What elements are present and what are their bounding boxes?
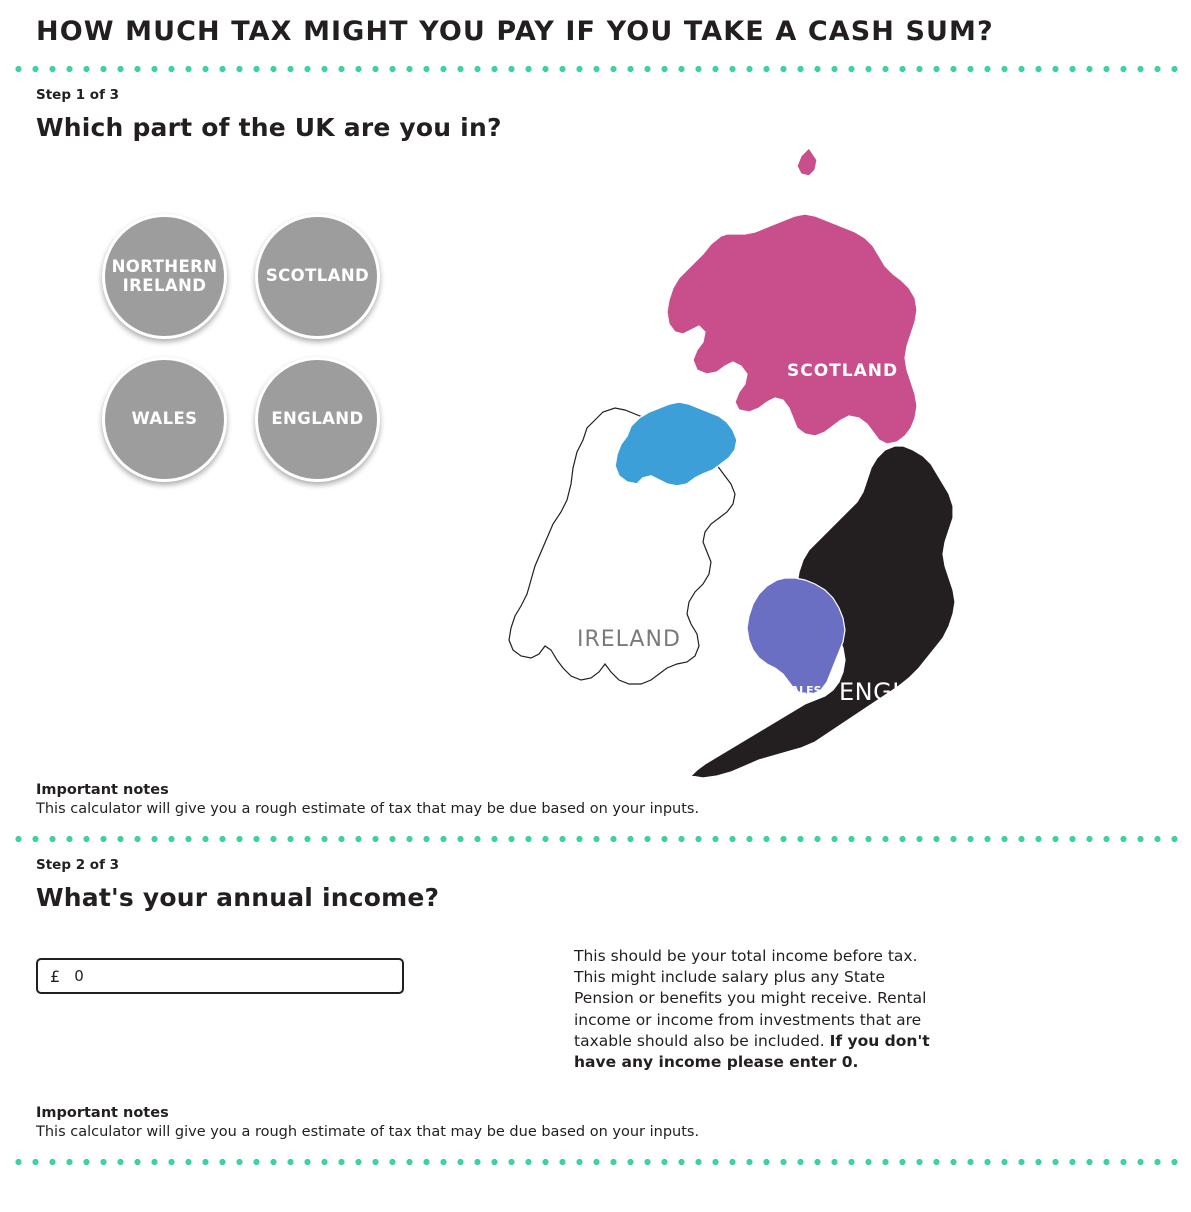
map-label-northern-ireland-line2: IRELAND — [645, 527, 690, 537]
map-label-ireland: IRELAND — [577, 627, 681, 652]
step-1-question: Which part of the UK are you in? — [36, 113, 502, 142]
step-1-notes-text: This calculator will give you a rough estimate of tax that may be due based on your inputs. — [36, 801, 700, 817]
divider-bottom — [10, 1158, 1181, 1166]
step-1-notes — [0, 782, 1191, 817]
region-row-top — [102, 214, 432, 339]
step-2-label: Step 2 of 3 — [36, 857, 120, 873]
annual-income-help-text — [574, 946, 946, 1073]
step-2-section — [0, 843, 1191, 912]
step-2-notes-text: This calculator will give you a rough estimate of tax that may be due based on your inputs. — [36, 1124, 700, 1141]
annual-income-input[interactable] — [72, 966, 390, 986]
map-label-scotland: SCOTLAND — [787, 361, 899, 381]
divider-middle — [10, 835, 1181, 843]
region-row-bottom — [102, 357, 432, 482]
map-label-northern-ireland-line1: NORTHERN — [641, 517, 697, 527]
step-1-notes-title: Important notes — [36, 782, 169, 798]
region-button-northern-ireland[interactable]: NORTHERN IRELAND — [102, 214, 227, 339]
map-region-scotland[interactable] — [667, 148, 917, 444]
map-region-wales[interactable] — [747, 578, 845, 694]
region-button-scotland[interactable]: SCOTLAND — [255, 214, 380, 339]
annual-income-field[interactable] — [36, 958, 404, 994]
income-help-normal: This should be your total income before tax. This might include salary plus any State Pension or benefits you might receive. Rental income or income from investments that are taxable should also be included. — [574, 947, 927, 1050]
step-2-body — [0, 912, 1191, 1073]
currency-symbol: £ — [50, 966, 61, 986]
income-help-bold: If you don't have any income please enter 0. — [574, 1031, 930, 1072]
map-label-england: ENGLAND — [839, 678, 961, 706]
region-selector — [102, 214, 432, 500]
step-2-notes-title: Important notes — [36, 1105, 169, 1122]
step-2-question: What's your annual income? — [36, 883, 440, 912]
uk-map[interactable] — [491, 128, 1051, 778]
step-1-label: Step 1 of 3 — [36, 87, 120, 103]
region-button-england[interactable]: ENGLAND — [255, 357, 380, 482]
step-2-notes — [0, 1105, 1191, 1140]
divider-top — [10, 65, 1181, 73]
map-label-wales: WALES — [779, 684, 822, 697]
region-button-wales[interactable]: WALES — [102, 357, 227, 482]
page-title: HOW MUCH TAX MIGHT YOU PAY IF YOU TAKE A CASH SUM? — [36, 16, 994, 47]
step-1-section — [0, 73, 1191, 782]
step-1-body — [36, 142, 1155, 782]
